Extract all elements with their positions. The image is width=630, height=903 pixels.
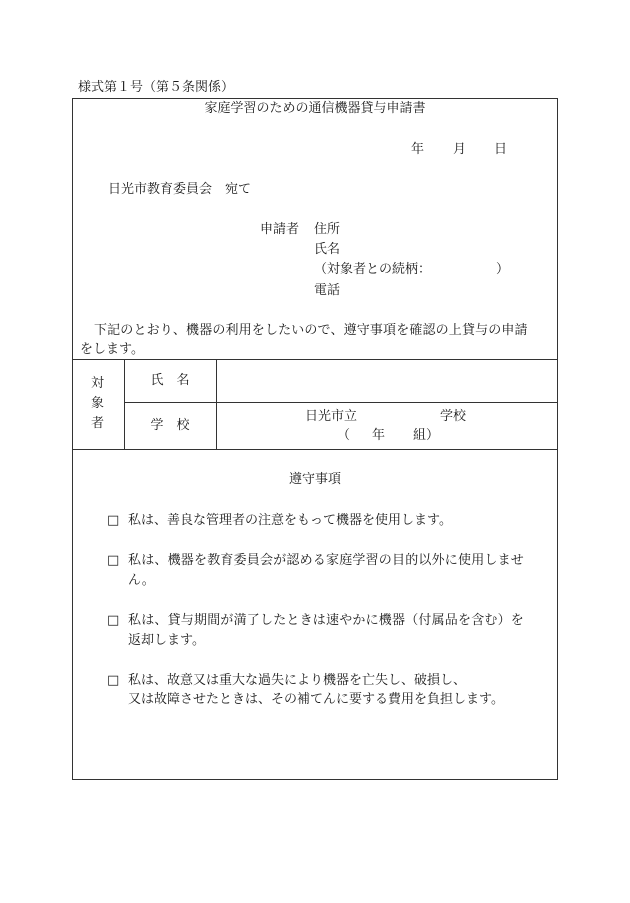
relation-close: ） [496, 262, 510, 277]
school-prefix: 日光市立 [305, 409, 358, 424]
form-number: 様式第１号（第５条関係） [78, 80, 235, 95]
declaration-line-2: をします。 [80, 342, 144, 357]
rule-1-line-1: 私は、善良な管理者の注意をもって機器を使用します。 [128, 513, 452, 528]
rules-heading: 遵守事項 [288, 472, 341, 487]
date-year-label: 年 [411, 142, 425, 157]
rule-2-line-1: 私は、機器を教育委員会が認める家庭学習の目的以外に使用しませ [128, 553, 525, 568]
rule-2-line-2: ん。 [128, 573, 155, 588]
grade-year: 年 [372, 428, 386, 443]
rule-checkbox-3[interactable]: □ [107, 613, 120, 628]
relation-label: （対象者との続柄： [314, 262, 432, 277]
table-row-divider [124, 402, 558, 403]
applicant-label: 申請者 [260, 222, 300, 237]
target-name-label: 氏 名 [150, 373, 190, 388]
table-top-border [72, 359, 558, 360]
rule-checkbox-2[interactable]: □ [107, 553, 120, 568]
declaration-line-1: 下記のとおり、機器の利用をしたいので、遵守事項を確認の上貸与の申請 [94, 323, 528, 338]
grade-class: 組） [413, 428, 440, 443]
phone-label: 電話 [314, 283, 341, 298]
rule-checkbox-4[interactable]: □ [107, 673, 120, 688]
table-col-divider-2 [216, 359, 217, 449]
form-title: 家庭学習のための通信機器貸与申請書 [204, 101, 426, 116]
rule-3-line-1: 私は、貸与期間が満了したときは速やかに機器（付属品を含む）を [128, 613, 525, 628]
address-label: 住所 [314, 222, 341, 237]
grade-open: （ [337, 428, 351, 443]
rule-checkbox-1[interactable]: □ [107, 513, 120, 528]
rule-4-line-1: 私は、故意又は重大な過失により機器を亡失し、破損し、 [128, 673, 467, 688]
date-day-label: 日 [494, 142, 508, 157]
target-header-char-2: 象 [91, 396, 105, 411]
rule-4-line-2: 又は故障させたときは、その補てんに要する費用を負担します。 [128, 692, 504, 707]
name-label: 氏名 [314, 242, 341, 257]
rule-3-line-2: 返却します。 [128, 633, 205, 648]
target-name-field[interactable] [218, 361, 556, 401]
target-school-label: 学 校 [150, 418, 190, 433]
table-bottom-border [72, 449, 558, 450]
target-header-char-1: 対 [91, 376, 105, 391]
date-month-label: 月 [453, 142, 467, 157]
target-header-char-3: 者 [91, 416, 105, 431]
addressee: 日光市教育委員会 宛て [108, 182, 252, 197]
school-suffix: 学校 [440, 409, 467, 424]
